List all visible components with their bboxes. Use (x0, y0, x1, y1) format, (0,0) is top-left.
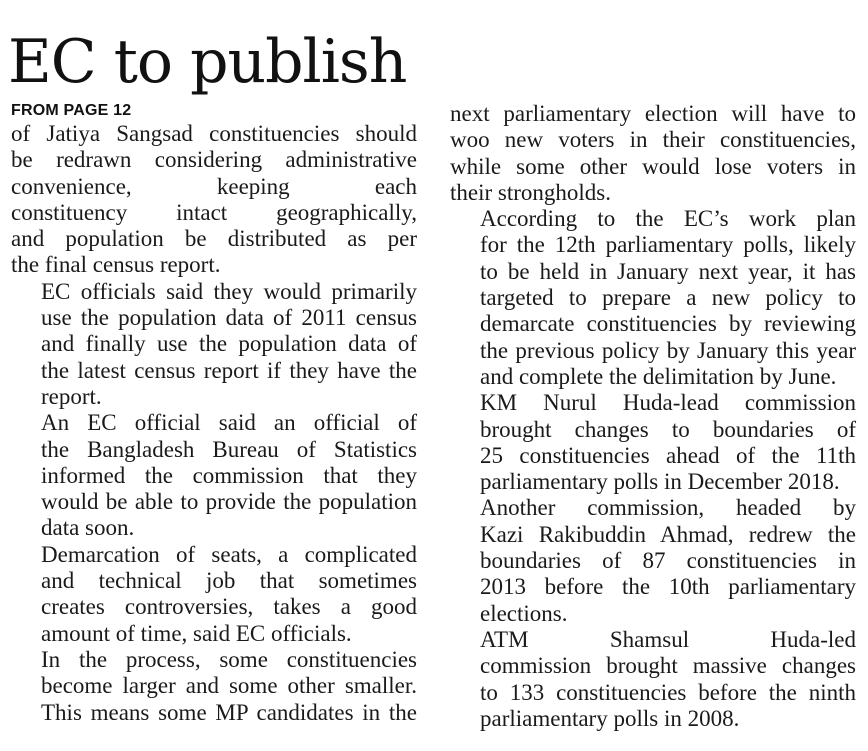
text-line: commission brought massive changes (480, 653, 856, 679)
text-line: become larger and some other smaller. (41, 673, 417, 699)
text-line: amount of time, said EC officials. (41, 620, 352, 646)
text-line: Another commission, headed by (480, 495, 856, 521)
text-line: 25 constituencies ahead of the 11th (480, 442, 856, 468)
text-line: for the 12th parliamentary polls, likely (480, 232, 856, 258)
text-line: convenience, keeping each (11, 173, 417, 199)
text-line: the previous policy by January this year (480, 337, 856, 363)
headline: EC to publish (8, 27, 407, 97)
paragraph (11, 647, 417, 726)
text-line: would be able to provide the population (41, 489, 417, 515)
text-line: targeted to prepare a new policy to (480, 285, 856, 311)
text-line: be redrawn considering administrative (11, 147, 417, 173)
continuation-kicker: FROM PAGE 12 (11, 102, 132, 119)
text-line: In the process, some constituencies (41, 646, 417, 672)
text-line: According to the EC’s work plan (480, 206, 856, 232)
paragraph (450, 390, 856, 495)
text-line: elections. (480, 600, 568, 626)
text-line: and technical job that sometimes (41, 568, 417, 594)
text-line: 2013 before the 10th parliamentary (480, 574, 856, 600)
text-line: and population be distributed as per (11, 226, 417, 252)
text-line: boundaries of 87 constituencies in (480, 548, 856, 574)
text-line: ATM Shamsul Huda-led (480, 626, 856, 652)
text-line: and finally use the population data of (41, 331, 417, 357)
text-line: This means some MP candidates in the (41, 699, 417, 725)
text-line: to 133 constituencies before the ninth (480, 679, 856, 705)
article-column-left (11, 101, 417, 726)
paragraph (450, 101, 856, 206)
text-line: KM Nurul Huda-lead commission (480, 390, 856, 416)
text-line: creates controversies, takes a good (41, 594, 417, 620)
text-line: EC officials said they would primarily (41, 278, 417, 304)
text-line: the Bangladesh Bureau of Statistics (41, 436, 417, 462)
paragraph (11, 542, 417, 647)
paragraph (450, 495, 856, 626)
text-line: use the population data of 2011 census (41, 305, 417, 331)
text-line: brought changes to boundaries of (480, 416, 856, 442)
article-column-right (450, 101, 856, 732)
text-line: their strongholds. (450, 179, 611, 205)
paragraph (11, 121, 417, 279)
text-line: woo new voters in their constituencies, (450, 127, 856, 153)
text-line: report. (41, 383, 102, 409)
paragraph (450, 206, 856, 390)
text-line: parliamentary polls in December 2018. (480, 469, 840, 495)
text-line: while some other would lose voters in (450, 153, 856, 179)
text-line: An EC official said an official of (41, 410, 417, 436)
text-line: data soon. (41, 515, 135, 541)
text-line: to be held in January next year, it has (480, 258, 856, 284)
paragraph (450, 627, 856, 732)
text-line: Demarcation of seats, a complicated (41, 541, 417, 567)
text-line: constituency intact geographically, (11, 199, 417, 225)
text-line: Kazi Rakibuddin Ahmad, redrew the (480, 521, 856, 547)
paragraph (11, 279, 417, 410)
text-line: next parliamentary election will have to (450, 101, 856, 126)
text-line: and complete the delimitation by June. (480, 363, 837, 389)
text-line: the final census report. (11, 252, 221, 278)
text-line: informed the commission that they (41, 462, 417, 488)
text-line: parliamentary polls in 2008. (480, 705, 740, 731)
text-line: demarcate constituencies by reviewing (480, 311, 856, 337)
text-line: the latest census report if they have the (41, 357, 417, 383)
paragraph (11, 410, 417, 541)
text-line: of Jatiya Sangsad constituencies should (11, 121, 417, 146)
